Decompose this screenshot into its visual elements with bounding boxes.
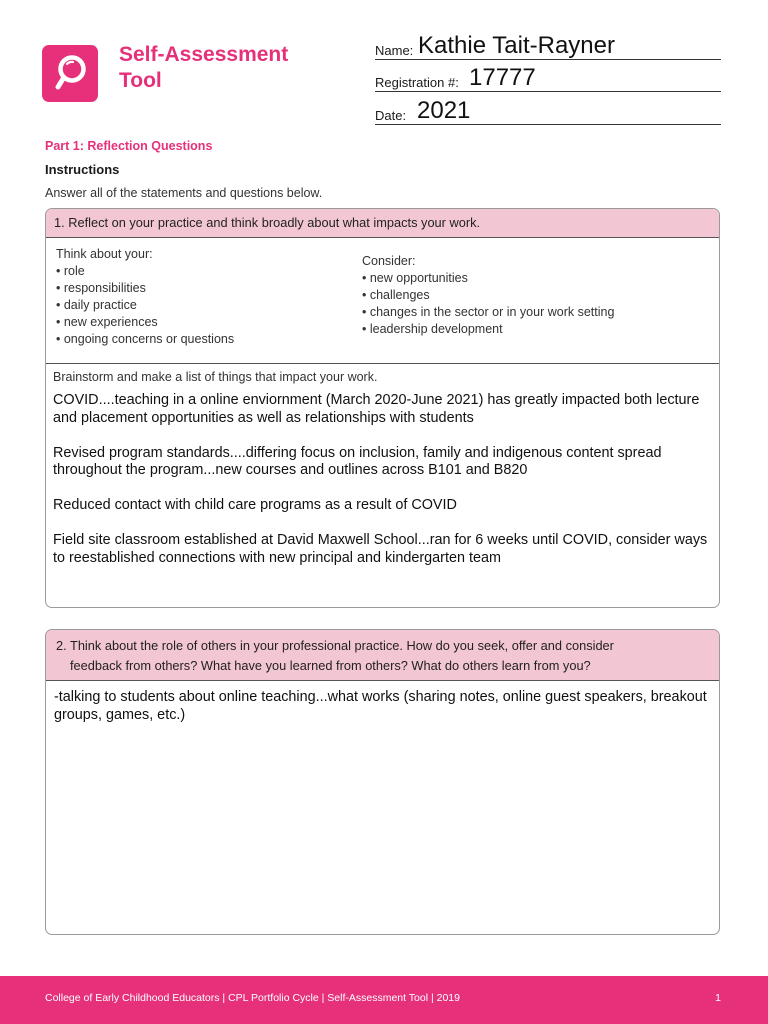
think-item: • new experiences: [56, 315, 158, 329]
think-heading: Think about your:: [56, 247, 153, 261]
question-1-answer[interactable]: [53, 392, 713, 567]
name-field[interactable]: [375, 32, 721, 60]
consider-list: [362, 253, 614, 338]
instructions-text: Answer all of the statements and questions below.: [45, 186, 323, 200]
part-title: Part 1: Reflection Questions: [45, 139, 213, 153]
consider-heading: Consider:: [362, 254, 416, 268]
magnifier-icon: [42, 45, 98, 102]
question-2-prompt-line-1: 2. Think about the role of others in your professional practice. How do you seek, offer and consider: [56, 638, 614, 653]
logo-badge: [42, 45, 98, 102]
question-1-guidance: [46, 238, 719, 364]
answer-paragraph: COVID....teaching in a online enviornment (March 2020-June 2021) has greatly impacted both lecture and placement opportunities as well as relationships with students: [53, 392, 700, 426]
footer-text: College of Early Childhood Educators | CPL Portfolio Cycle | Self-Assessment Tool | 2019: [45, 992, 460, 1004]
brand-line-1: Self-Assessment: [119, 43, 289, 66]
question-1-answer-area[interactable]: [46, 364, 719, 567]
registration-value[interactable]: 17777: [469, 64, 536, 91]
answer-paragraph: Reduced contact with child care programs as a result of COVID: [53, 497, 457, 513]
page-number: 1: [715, 992, 721, 1004]
consider-item: • changes in the sector or in your work setting: [362, 305, 615, 319]
consider-item: • challenges: [362, 288, 430, 302]
think-item: • ongoing concerns or questions: [56, 332, 235, 346]
name-label: Name:: [375, 43, 414, 58]
brand-line-2: Tool: [119, 69, 162, 92]
answer-paragraph: Field site classroom established at David Maxwell School...ran for 6 weeks until COVID, consider ways to reestablished connections with new principal and kindergarten team: [53, 532, 708, 566]
footer-bar: [0, 976, 768, 1024]
answer-paragraph: Revised program standards....differing focus on inclusion, family and indigenous content spread throughout the program...new courses and outlines across B101 and B820: [53, 444, 662, 478]
date-label: Date:: [375, 108, 407, 123]
date-value[interactable]: 2021: [417, 97, 471, 124]
question-1-panel: [45, 208, 720, 608]
think-item: • responsibilities: [56, 281, 146, 295]
consider-item: • leadership development: [362, 322, 503, 336]
date-field[interactable]: [375, 97, 721, 125]
registration-label: Registration #:: [375, 75, 459, 90]
think-item: • role: [56, 264, 85, 278]
consider-item: • new opportunities: [362, 271, 468, 285]
question-2-prompt-line-2: feedback from others? What have you learned from others? What do others learn from you?: [70, 658, 591, 673]
question-2-panel: [45, 629, 720, 935]
name-value[interactable]: Kathie Tait-Rayner: [418, 32, 615, 59]
instructions-heading: Instructions: [45, 162, 120, 177]
think-about-list: [56, 246, 234, 348]
question-2-answer[interactable]: -talking to students about online teaching...what works (sharing notes, online guest speakers, breakout groups, games, etc.): [54, 689, 707, 723]
app-title: [119, 42, 288, 94]
brainstorm-label: Brainstorm and make a list of things that impact your work.: [53, 370, 378, 384]
registration-field[interactable]: [375, 64, 721, 92]
think-item: • daily practice: [56, 298, 137, 312]
question-2-prompt: [46, 630, 719, 681]
question-1-prompt: 1. Reflect on your practice and think broadly about what impacts your work.: [46, 209, 719, 238]
